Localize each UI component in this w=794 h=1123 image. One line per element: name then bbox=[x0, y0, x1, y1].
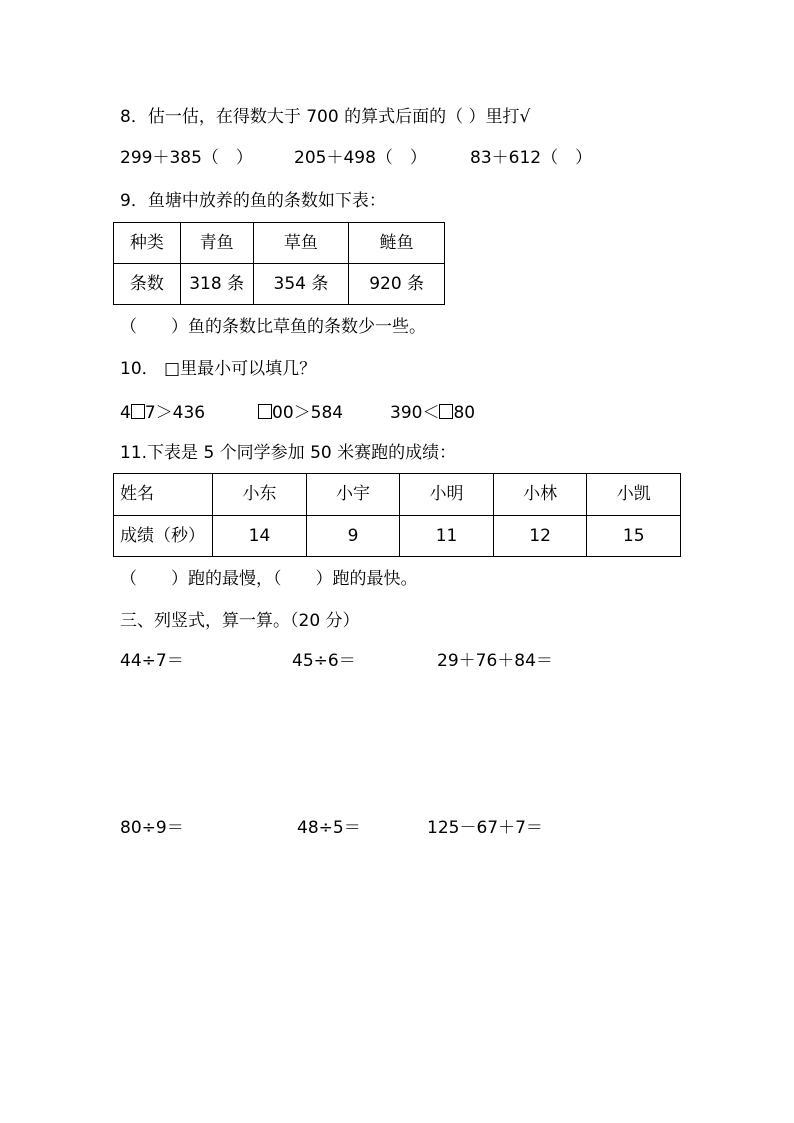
blank-square-icon bbox=[131, 404, 145, 419]
table-cell: 354 条 bbox=[253, 264, 349, 305]
table-cell: 15 bbox=[587, 516, 681, 557]
table-header-cell: 小东 bbox=[213, 474, 307, 516]
q10-expression-2: 00＞584 bbox=[258, 404, 343, 422]
q8-expression-1: 299＋385（ ） bbox=[120, 148, 253, 168]
q10-expression-3: 390＜ 80 bbox=[390, 403, 476, 423]
q10-title: 10． □里最小可以填几？ bbox=[120, 359, 317, 379]
table-header-cell: 鲢鱼 bbox=[349, 223, 445, 264]
calc-2: 45÷6＝ bbox=[292, 651, 356, 671]
section-3-title: 三、列竖式，算一算。（20 分） bbox=[120, 611, 360, 631]
fish-table bbox=[113, 222, 445, 305]
q8-title: 8．估一估，在得数大于 700 的算式后面的（ ）里打√ bbox=[120, 107, 531, 127]
calc-5: 48÷5＝ bbox=[297, 818, 361, 838]
table-header-cell: 种类 bbox=[114, 223, 181, 264]
table-header-cell: 姓名 bbox=[114, 474, 213, 516]
table-cell: 12 bbox=[493, 516, 587, 557]
q9-title: 9．鱼塘中放养的鱼的条数如下表： bbox=[120, 191, 386, 211]
table-row bbox=[114, 223, 445, 264]
table-header-cell: 青鱼 bbox=[180, 223, 253, 264]
table-row bbox=[114, 264, 445, 305]
table-cell: 920 条 bbox=[349, 264, 445, 305]
calc-1: 44÷7＝ bbox=[120, 651, 184, 671]
calc-6: 125－67＋7＝ bbox=[427, 818, 543, 838]
table-header-cell: 小凯 bbox=[587, 474, 681, 516]
table-row bbox=[114, 516, 681, 557]
blank-square-icon bbox=[439, 404, 453, 419]
race-table bbox=[113, 473, 681, 557]
table-header-cell: 小明 bbox=[400, 474, 494, 516]
table-cell: 9 bbox=[306, 516, 399, 557]
table-header-cell: 小宇 bbox=[306, 474, 399, 516]
table-header-cell: 小林 bbox=[493, 474, 587, 516]
table-cell: 11 bbox=[400, 516, 494, 557]
table-row bbox=[114, 474, 681, 516]
q10-expression-1: 4 7＞436 bbox=[120, 403, 206, 423]
calc-4: 80÷9＝ bbox=[120, 818, 184, 838]
q11-answer-line: （ ）跑的最慢，（ ）跑的最快。 bbox=[120, 569, 418, 589]
blank-square-icon bbox=[258, 404, 272, 419]
table-cell: 条数 bbox=[114, 264, 181, 305]
q8-expression-2: 205＋498（ ） bbox=[294, 148, 427, 168]
q11-title: 11.下表是 5 个同学参加 50 米赛跑的成绩： bbox=[120, 443, 457, 463]
q8-expression-3: 83＋612（ ） bbox=[470, 148, 593, 168]
table-cell: 14 bbox=[213, 516, 307, 557]
calc-3: 29＋76＋84＝ bbox=[437, 651, 553, 671]
table-cell: 成绩（秒） bbox=[114, 516, 213, 557]
q9-answer-line: （ ）鱼的条数比草鱼的条数少一些。 bbox=[120, 317, 426, 337]
table-cell: 318 条 bbox=[180, 264, 253, 305]
table-header-cell: 草鱼 bbox=[253, 223, 349, 264]
